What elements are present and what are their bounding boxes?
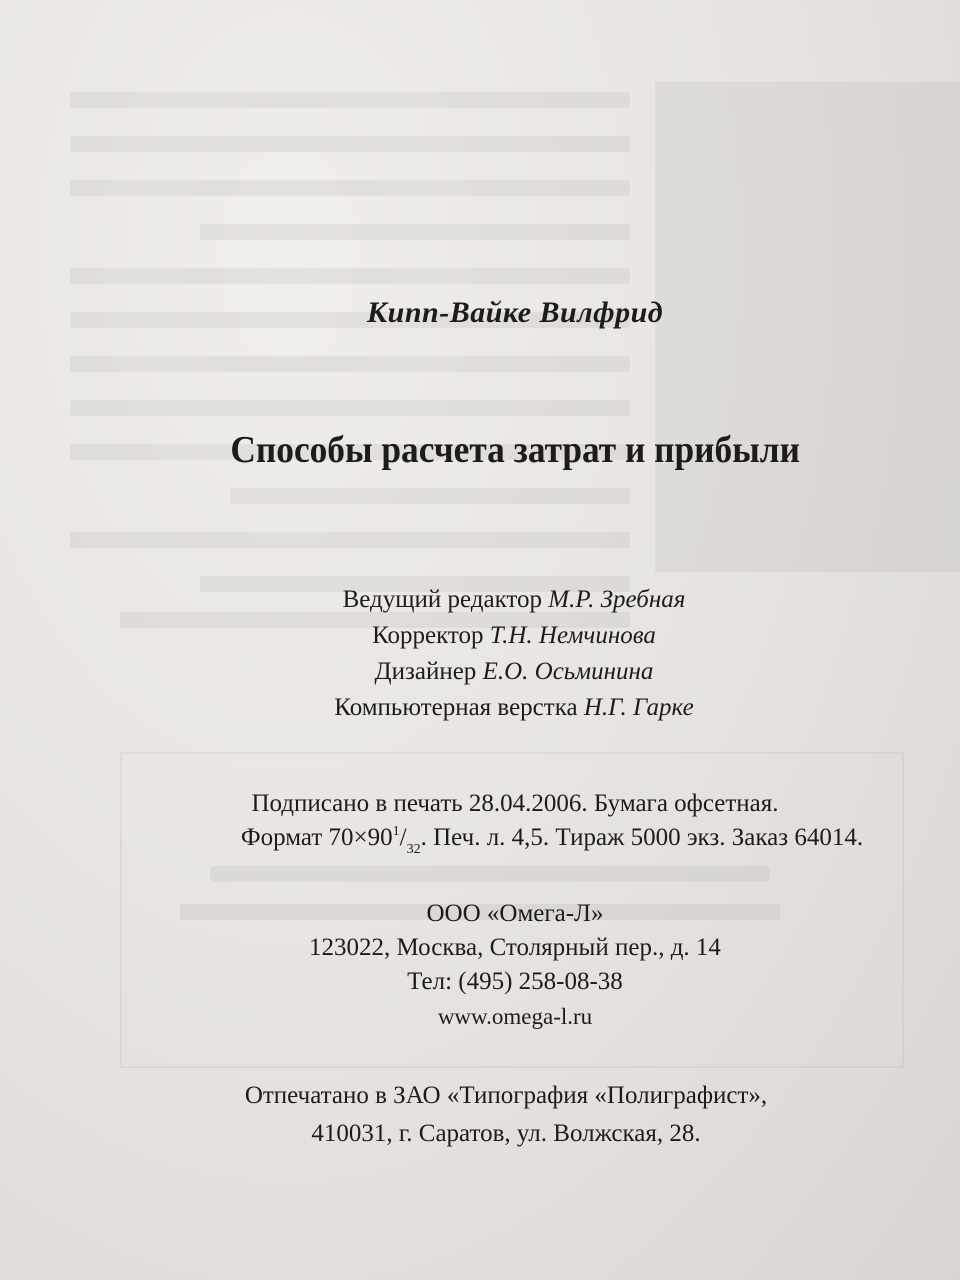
credit-layout xyxy=(0,694,960,722)
credit-person: Н.Г. Гарке xyxy=(583,694,694,721)
credit-role: Дизайнер xyxy=(374,658,477,685)
publisher-name: ООО «Омега-Л» xyxy=(426,900,604,927)
printer-name: Отпечатано в ЗАО «Типография «Полиграфист», xyxy=(244,1082,768,1109)
credit-person: Т.Н. Немчинова xyxy=(489,622,656,649)
credit-role: Ведущий редактор xyxy=(342,586,543,613)
publisher-address: 123022, Москва, Столярный пер., д. 14 xyxy=(309,934,721,961)
print-format-line xyxy=(0,824,960,858)
format-numerator: 1 xyxy=(392,824,400,839)
credit-role: Компьютерная верстка xyxy=(334,694,578,721)
publisher-website: www.omega-l.ru xyxy=(437,1004,593,1029)
credit-role: Корректор xyxy=(372,622,484,649)
publisher-phone: Тел: (495) 258-08-38 xyxy=(407,968,623,995)
format-rest: . Печ. л. 4,5. Тираж 5000 экз. Заказ 64014. xyxy=(420,824,864,851)
credit-lead-editor xyxy=(0,586,960,614)
format-slash: / xyxy=(399,824,407,851)
credit-designer xyxy=(0,658,960,686)
credit-person: Е.О. Осьминина xyxy=(482,658,654,685)
print-signed-line: Подписано в печать 28.04.2006. Бумага офсетная. xyxy=(251,790,779,817)
format-prefix: Формат 70×90 xyxy=(240,824,393,851)
printer-address: 410031, г. Саратов, ул. Волжская, 28. xyxy=(311,1120,701,1147)
format-denominator: 32 xyxy=(406,842,421,857)
book-title: Способы расчета затрат и прибыли xyxy=(230,429,801,471)
credit-person: М.Р. Зребная xyxy=(548,586,686,613)
author-name: Кипп-Вайке Вилфрид xyxy=(366,296,664,329)
credit-proofreader xyxy=(0,622,960,650)
